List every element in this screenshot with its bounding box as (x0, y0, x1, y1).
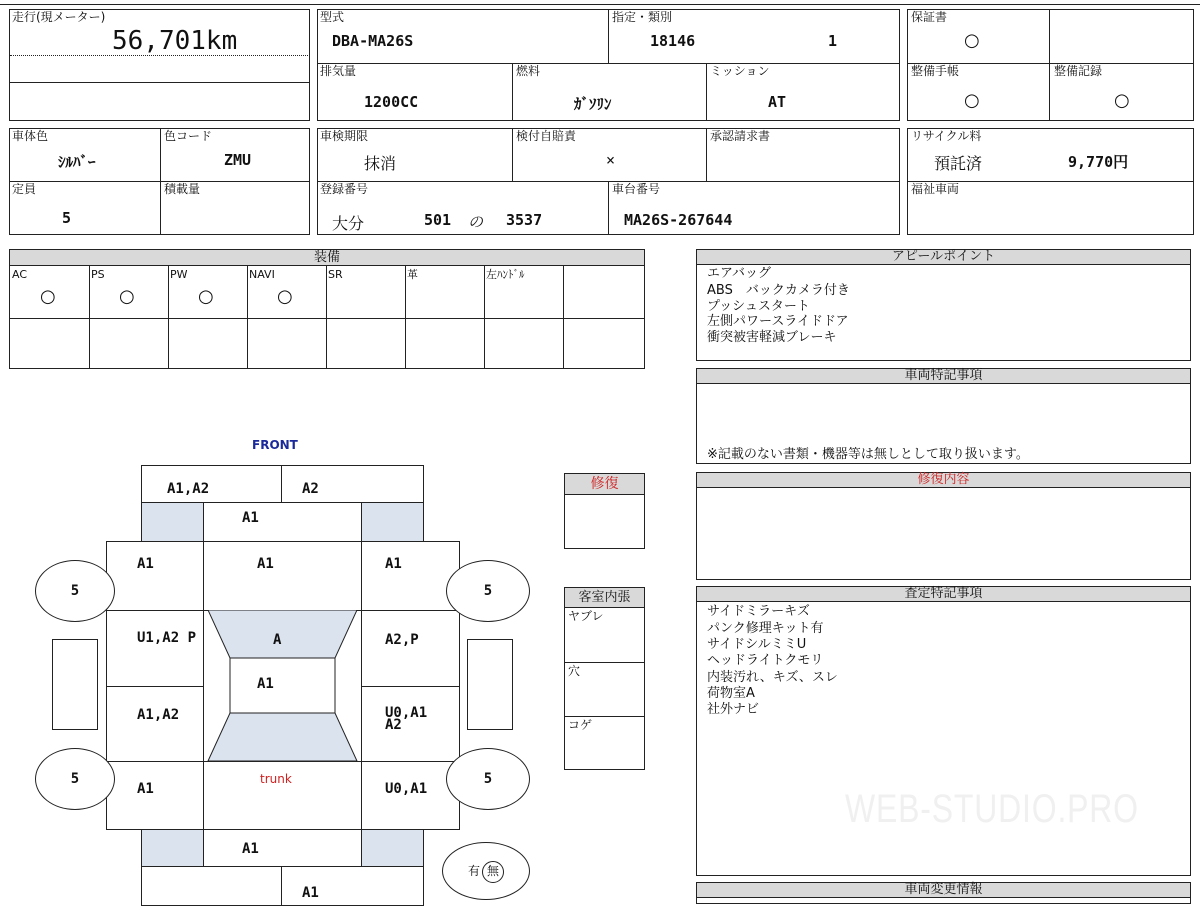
load-label: 積載量 (164, 182, 201, 196)
mileage-divider (10, 55, 310, 56)
interior-div-1 (565, 662, 644, 663)
hood-damage: A1 (257, 556, 274, 572)
interior-box (564, 587, 645, 770)
door-rear-right-damage: U0,A1 A2 (385, 705, 428, 733)
front-bumper-divider (281, 465, 282, 503)
equipment-label: PS (91, 268, 105, 281)
assessment-line: パンク修理キット有 (707, 621, 824, 636)
repair-header (565, 474, 644, 495)
interior-row-hole: 穴 (568, 664, 581, 678)
recycle-amount: 9,770円 (1068, 153, 1129, 171)
equipment-header (10, 250, 644, 266)
registration-region: 大分 (332, 214, 365, 233)
tire-fl-value: 5 (70, 583, 80, 599)
appeal-line: エアバッグ (707, 266, 771, 281)
quarter-left-damage: A1 (137, 781, 154, 797)
roof-damage: A1 (257, 676, 274, 692)
assessment-line: 内装汚れ、キズ、スレ (707, 670, 838, 685)
assessment-line: ヘッドライトクモリ (707, 653, 824, 668)
model-value: DBA-MA26S (332, 32, 414, 50)
reg-hdiv (318, 181, 900, 182)
appeal-line: 衝突被害軽減ブレーキ (707, 330, 837, 345)
interior-div-2 (565, 716, 644, 717)
interior-header (565, 588, 644, 608)
door-front-left-damage: U1,A2 P (137, 630, 197, 646)
assessment-title: 査定特記事項 (904, 586, 983, 601)
rear-bumper-damage: A1 (302, 885, 319, 901)
mileage-divider-2 (10, 82, 310, 83)
special-title: 車両特記事項 (904, 368, 983, 383)
change-info-title: 車両変更情報 (904, 882, 983, 897)
assessment-header (697, 587, 1190, 602)
interior-row-burn: コゲ (568, 718, 593, 732)
capacity-value: 5 (62, 209, 72, 227)
rear-bumper (141, 866, 424, 906)
repair-box (564, 473, 645, 549)
chassis-label: 車台番号 (612, 182, 661, 196)
tire-rear-right (446, 748, 530, 810)
assessment-line: サイドミラーキズ (707, 604, 810, 619)
change-info-header (697, 883, 1190, 898)
color-box (9, 128, 310, 235)
spec-vdiv-1 (608, 10, 609, 63)
registration-class: 501 (424, 211, 452, 229)
appeal-line: 左側パワースライドドア (707, 314, 849, 329)
appeal-header (697, 250, 1190, 265)
maintenance-record-value: ○ (1114, 90, 1130, 111)
equipment-mark: ○ (198, 286, 214, 307)
spare-tire (442, 842, 530, 900)
spec-hdiv (318, 63, 900, 64)
repair-title: 修復 (590, 476, 619, 492)
approval-label: 承認請求書 (710, 129, 771, 143)
equipment-label: 革 (407, 268, 418, 281)
insurance-label: 検付自賠責 (516, 129, 577, 143)
fuel-label: 燃料 (516, 64, 541, 78)
windshield-damage: A (273, 632, 282, 648)
equipment-mark: ○ (119, 286, 135, 307)
watermark: WEB-STUDIO.PRO (845, 787, 1139, 831)
designation-class: 1 (828, 32, 838, 50)
left-side-step (52, 639, 98, 730)
tire-fr-value: 5 (483, 583, 493, 599)
color-code-label: 色コード (164, 129, 213, 143)
reg-vdiv-2 (706, 129, 707, 181)
color-vdiv (160, 129, 161, 235)
fuel-value: ｶﾞｿﾘﾝ (574, 95, 612, 113)
fender-right-damage: A1 (385, 556, 402, 572)
warranty-label: 保証書 (911, 10, 948, 24)
equipment-label: 左ﾊﾝﾄﾞﾙ (486, 268, 525, 281)
equipment-table (9, 249, 645, 369)
assessment-line: 社外ナビ (707, 702, 760, 717)
front-panel (203, 502, 362, 542)
recycle-status: 預託済 (934, 154, 983, 173)
change-info-panel (696, 882, 1191, 904)
color-hdiv (10, 181, 310, 182)
top-strip (0, 0, 1200, 5)
displacement-value: 1200CC (364, 93, 419, 111)
front-bumper-right-damage: A2 (302, 481, 319, 497)
windshield-front (208, 610, 357, 658)
equipment-mark: ○ (40, 286, 56, 307)
rear-left-corner (141, 829, 204, 867)
inspection-value: 抹消 (364, 154, 397, 173)
front-right-corner (361, 502, 424, 542)
car-diagram (0, 430, 560, 900)
reg-vdiv-3 (608, 181, 609, 235)
tire-front-left (35, 560, 115, 622)
assessment-line: サイドシルミミU (707, 637, 807, 652)
mileage-box (9, 9, 310, 121)
designation-number: 18146 (650, 32, 696, 50)
color-code-value: ZMU (224, 151, 252, 169)
registration-label: 登録番号 (320, 182, 369, 196)
body-color-value: ｼﾙﾊﾞｰ (58, 153, 96, 171)
windshield (203, 610, 362, 762)
registration-box (317, 128, 900, 235)
right-side-step (467, 639, 513, 730)
maintenance-record-label: 整備記録 (1054, 64, 1103, 78)
interior-row-tear: ヤブレ (568, 609, 604, 623)
spare-none: 無 (482, 861, 504, 883)
special-panel (696, 368, 1191, 464)
roof (230, 658, 335, 713)
maintenance-book-label: 整備手帳 (911, 64, 960, 78)
equipment-row-divider (10, 318, 644, 319)
repair-content-title: 修復内容 (917, 472, 970, 487)
door-front-right-damage: A2,P (385, 632, 419, 648)
registration-number: 3537 (506, 211, 543, 229)
recycle-label: リサイクル料 (911, 129, 982, 143)
reg-vdiv-1 (512, 129, 513, 181)
insurance-value: × (606, 151, 616, 169)
mileage-value: 56,701km (112, 26, 238, 56)
spec-vdiv-2 (512, 63, 513, 121)
door-rear-left-damage: A1,A2 (137, 707, 180, 723)
front-label: FRONT (252, 438, 298, 452)
appeal-panel (696, 249, 1191, 361)
equipment-label: NAVI (249, 268, 275, 281)
quarter-right-damage: U0,A1 (385, 781, 428, 797)
spare-yes: 有 (467, 864, 480, 878)
spec-vdiv-3 (706, 63, 707, 121)
assessment-line: 荷物室A (707, 686, 755, 701)
mileage-label: 走行(現メーター) (12, 10, 106, 24)
appeal-line: プッシュスタート (707, 299, 810, 314)
capacity-label: 定員 (12, 182, 37, 196)
appeal-line: ABS バックカメラ付き (707, 283, 850, 298)
tire-rl-value: 5 (70, 771, 80, 787)
rear-right-corner (361, 829, 424, 867)
front-panel-damage: A1 (242, 510, 259, 526)
registration-kana: の (468, 213, 484, 231)
warranty-value: ○ (964, 30, 980, 51)
docs-vdiv (1049, 10, 1050, 121)
equipment-label: SR (328, 268, 343, 281)
spec-box (317, 9, 900, 121)
body-hdiv-2 (106, 686, 203, 687)
documents-box (907, 9, 1194, 121)
rear-bumper-divider (281, 866, 282, 906)
transmission-value: AT (768, 93, 787, 111)
model-label: 型式 (320, 10, 345, 24)
repair-content-header (697, 473, 1190, 488)
trunk-label: trunk (260, 772, 292, 786)
tire-rr-value: 5 (483, 771, 493, 787)
rear-glass (208, 713, 357, 761)
front-left-corner (141, 502, 204, 542)
designation-label: 指定・類別 (612, 10, 673, 24)
special-header (697, 369, 1190, 384)
inspection-label: 車検期限 (320, 129, 369, 143)
chassis-value: MA26S-267644 (624, 211, 733, 229)
front-bumper-left-damage: A1,A2 (167, 481, 210, 497)
maintenance-book-value: ○ (964, 90, 980, 111)
displacement-label: 排気量 (320, 64, 357, 78)
body-hdiv-2r (361, 686, 460, 687)
rear-panel (203, 829, 362, 867)
equipment-title: 装備 (313, 250, 340, 265)
equipment-label: AC (12, 268, 28, 281)
repair-content-panel (696, 472, 1191, 580)
welfare-label: 福祉車両 (911, 182, 960, 196)
tire-rear-left (35, 748, 115, 810)
tire-front-right (446, 560, 530, 622)
special-note: ※記載のない書類・機器等は無しとして取り扱います。 (707, 447, 1029, 462)
equipment-label: PW (170, 268, 188, 281)
assessment-panel (696, 586, 1191, 876)
fender-left-damage: A1 (137, 556, 154, 572)
appeal-title: アピールポイント (891, 249, 996, 264)
recycle-box (907, 128, 1194, 235)
transmission-label: ミッション (710, 64, 770, 78)
rear-panel-damage: A1 (242, 841, 259, 857)
interior-title: 客室内張 (578, 590, 631, 605)
body-color-label: 車体色 (12, 129, 49, 143)
equipment-mark: ○ (277, 286, 293, 307)
